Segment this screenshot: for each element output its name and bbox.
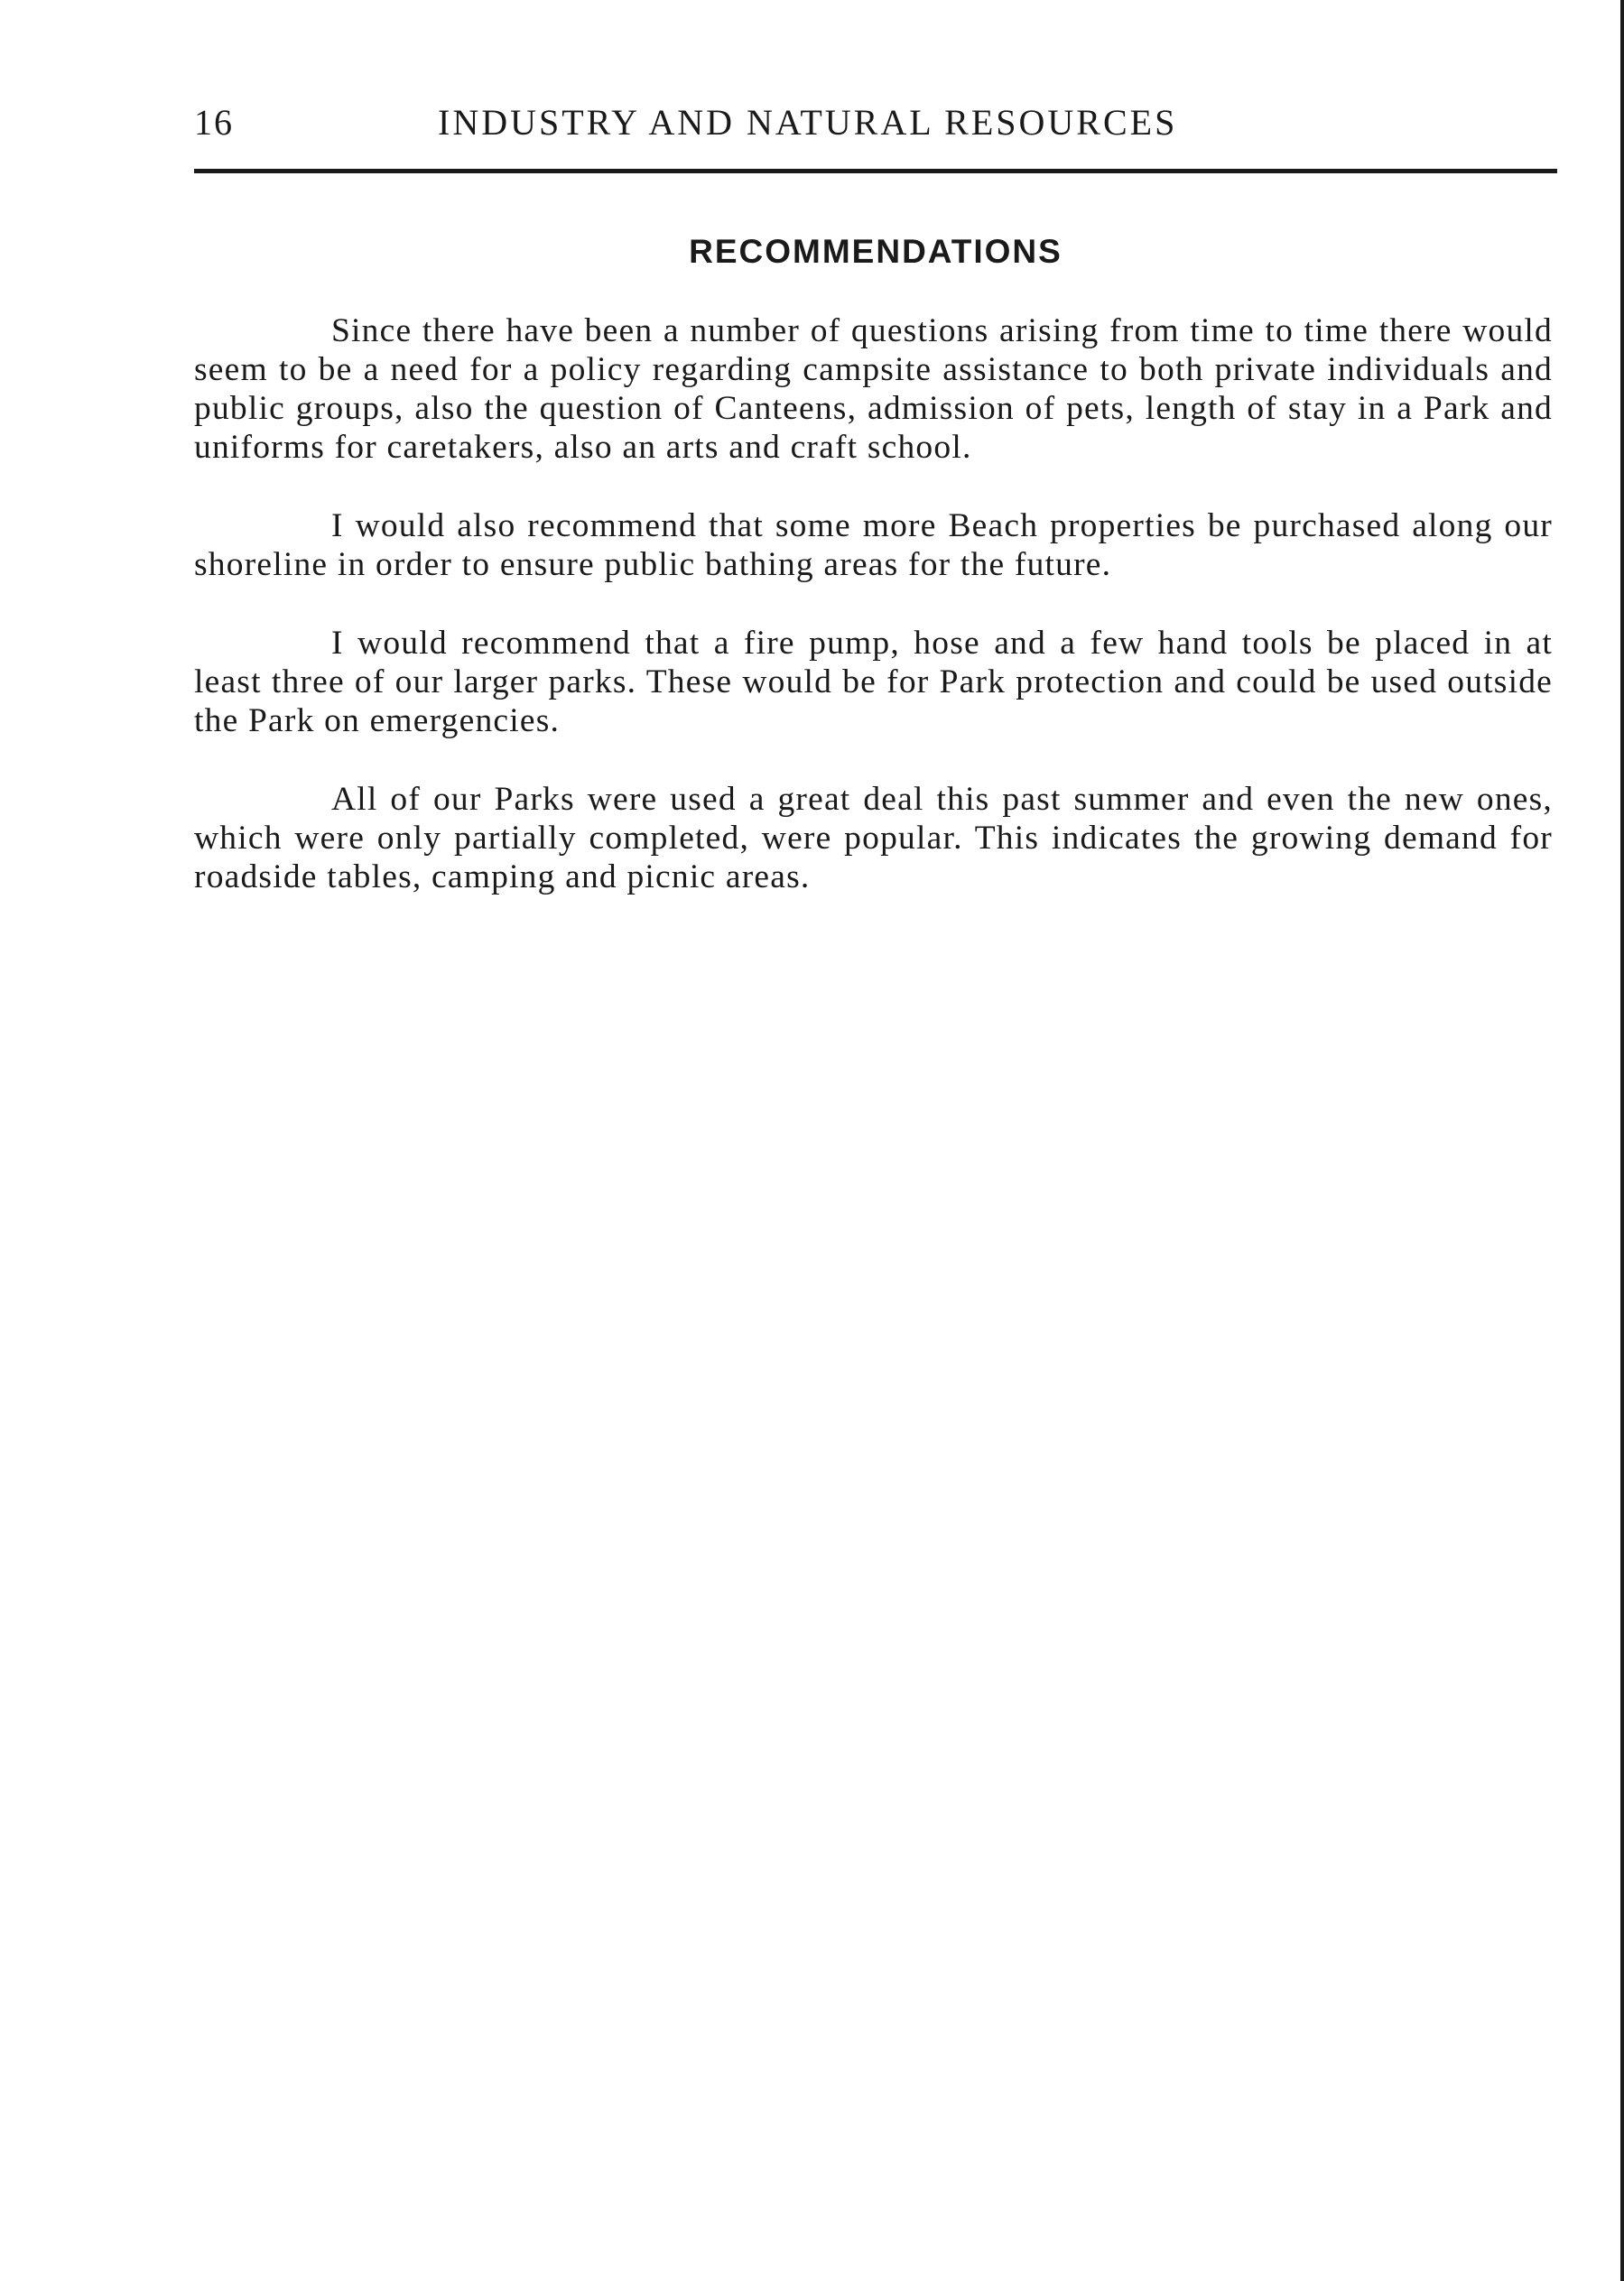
paragraph-beach-properties: I would also recommend that some more Beach properties be purchased along our shoreline in order to ensure public bathing areas for the future.: [194, 507, 1553, 583]
paragraph-policy: Since there have been a number of questions arising from time to time there would seem to be a need for a policy regarding campsite assistance to both private individuals and public groups, also the question of Canteens, admission of pets, length of stay in a Park and uniforms for caretakers, also an arts and craft school.: [194, 312, 1553, 466]
running-title: INDUSTRY AND NATURAL RESOURCES: [438, 102, 1178, 143]
running-header: [194, 101, 1557, 155]
paragraph-fire-pump: I would recommend that a fire pump, hose and a few hand tools be placed in at least three of our larger parks. These would be for Park protection and could be used outside the Park on emergencies.: [194, 625, 1553, 739]
section-heading: RECOMMENDATIONS: [689, 233, 1063, 270]
page-edge-line: [1620, 0, 1624, 2281]
paragraph-park-usage: All of our Parks were used a great deal this past summer and even the new ones, which were only partially completed, were popular. This indicates the growing demand for roadside tables, camping and picnic areas.: [194, 781, 1553, 895]
header-rule: [194, 169, 1557, 173]
body-text: [194, 311, 1553, 936]
page-number: 16: [194, 102, 234, 143]
